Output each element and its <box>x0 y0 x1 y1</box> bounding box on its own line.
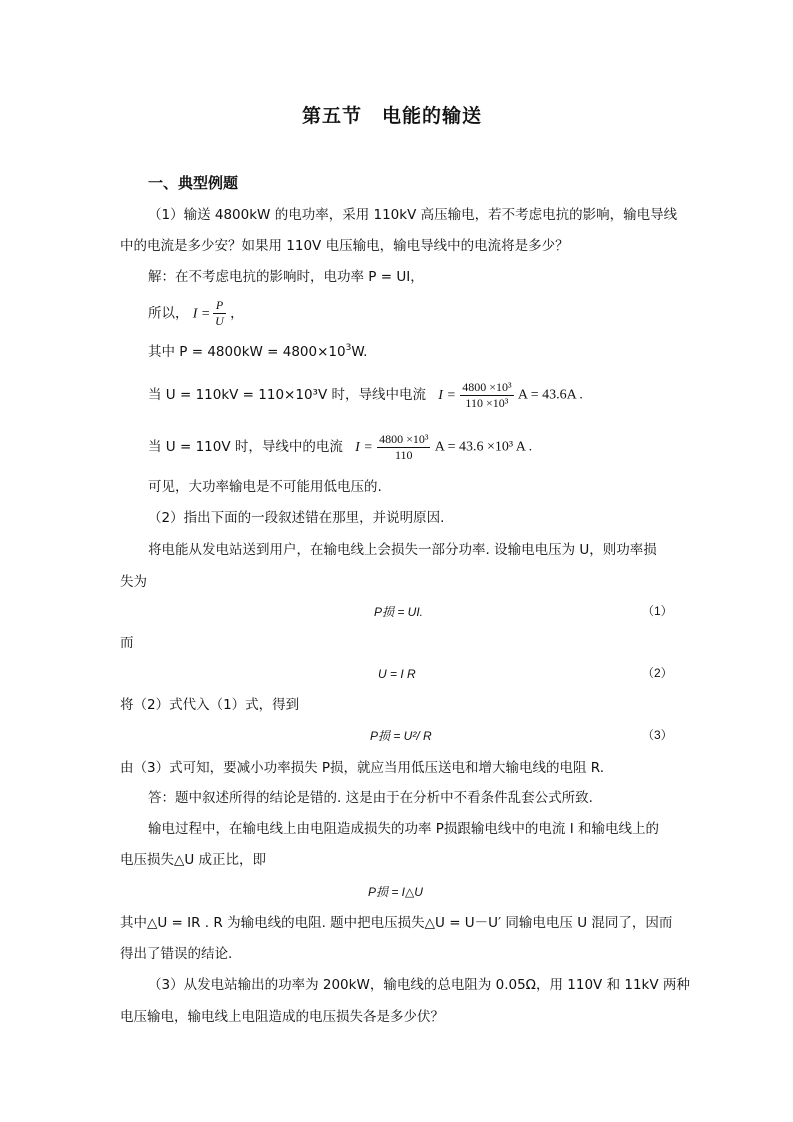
comma: ， <box>230 305 244 322</box>
fraction-denominator: U <box>215 314 224 328</box>
case1-denominator: 110 ×10³ <box>465 396 509 410</box>
equation-1: P损 = UI. <box>374 605 424 619</box>
answer-text: 答：题中叙述所得的结论是错的. 这是由于在分析中不看条件乱套公式所致. <box>148 790 593 806</box>
equation-4: P损 = I△U <box>368 885 423 899</box>
q1-line1: （1）输送 4800kW 的电功率，采用 110kV 高压输电，若不考虑电抗的影响，输电导线 <box>148 207 678 223</box>
case1-numerator: 4800 ×10³ <box>462 380 512 394</box>
case2-denominator: 110 <box>394 448 413 462</box>
explanation-3: 其中△U = IR . R 为输电线的电阻. 题中把电压损失△U = U－U′ 同输电电压 U 混同了，因而 <box>120 915 673 931</box>
case1-var: I = <box>438 387 456 403</box>
case2-text: 当 U = 110V 时，导线中的电流 <box>148 438 343 455</box>
substitution-text: 将（2）式代入（1）式，得到 <box>120 697 300 713</box>
q1-solution-1: 解：在不考虑电抗的影响时，电功率 P = UI， <box>148 269 424 285</box>
case2-fraction <box>377 432 430 463</box>
so-text: 所以， <box>148 305 189 322</box>
q1-conclusion: 可见，大功率输电是不可能用低电压的. <box>148 479 382 495</box>
case2-numerator: 4800 ×10³ <box>379 432 429 446</box>
equation-2-number: （2） <box>642 666 673 680</box>
q1-solution-3 <box>148 344 367 360</box>
q1-solution-2 <box>148 298 244 329</box>
equation-3: P损 = U²/ R <box>370 729 432 743</box>
q1-line2: 中的电流是多少安？如果用 110V 电压输电，输电导线中的电流将是多少？ <box>120 238 569 254</box>
from-eq3-text: 由（3）式可知，要减小功率损失 P损，就应当用低压送电和增大输电线的电阻 R. <box>120 760 605 776</box>
current-var: I <box>192 306 198 322</box>
er-text: 而 <box>120 635 134 651</box>
q2-para1: 将电能从发电站送到用户，在输电线上会损失一部分功率. 设输电电压为 U，则功率损 <box>148 542 657 558</box>
explanation-4: 得出了错误的结论. <box>120 946 233 962</box>
q3-line2: 电压输电，输电线上电阻造成的电压损失各是多少伏？ <box>120 1009 444 1025</box>
section-heading: 一、典型例题 <box>148 174 239 192</box>
sol3-expr: P = 4800kW = 4800×10 <box>179 344 346 360</box>
q1-case-110kv <box>148 380 583 411</box>
q2-line1: （2）指出下面的一段叙述错在那里，并说明原因. <box>148 510 445 526</box>
p-over-u-fraction <box>213 298 226 329</box>
page-title: 第五节 电能的输送 <box>302 105 483 127</box>
equation-2: U = I R <box>378 667 416 681</box>
case1-text: 当 U = 110kV = 110×10³V 时，导线中电流 <box>148 386 426 403</box>
sol3-prefix: 其中 <box>148 344 180 360</box>
sol3-unit: W. <box>351 344 368 360</box>
equals-sign: = <box>201 306 214 322</box>
q2-para2: 失为 <box>120 574 147 590</box>
q3-line1: （3）从发电站输出的功率为 200kW，输电线的总电阻为 0.05Ω，用 110V 和 11kV 两种 <box>148 977 690 993</box>
explanation-1: 输电过程中，在输电线上由电阻造成损失的功率 P损跟输电线中的电流 I 和输电线上的 <box>148 821 659 837</box>
explanation-2: 电压损失△U 成正比，即 <box>120 852 267 868</box>
q1-case-110v <box>148 432 532 463</box>
sol3-exponent: 3 <box>345 343 352 353</box>
fraction-numerator: P <box>213 298 226 314</box>
case1-result: A = 43.6A . <box>517 387 583 403</box>
equation-3-number: （3） <box>642 728 673 742</box>
case1-fraction <box>460 380 513 411</box>
equation-1-number: （1） <box>642 604 673 618</box>
case2-var: I = <box>355 439 373 455</box>
case2-result: A = 43.6 ×10³ A . <box>434 439 533 455</box>
